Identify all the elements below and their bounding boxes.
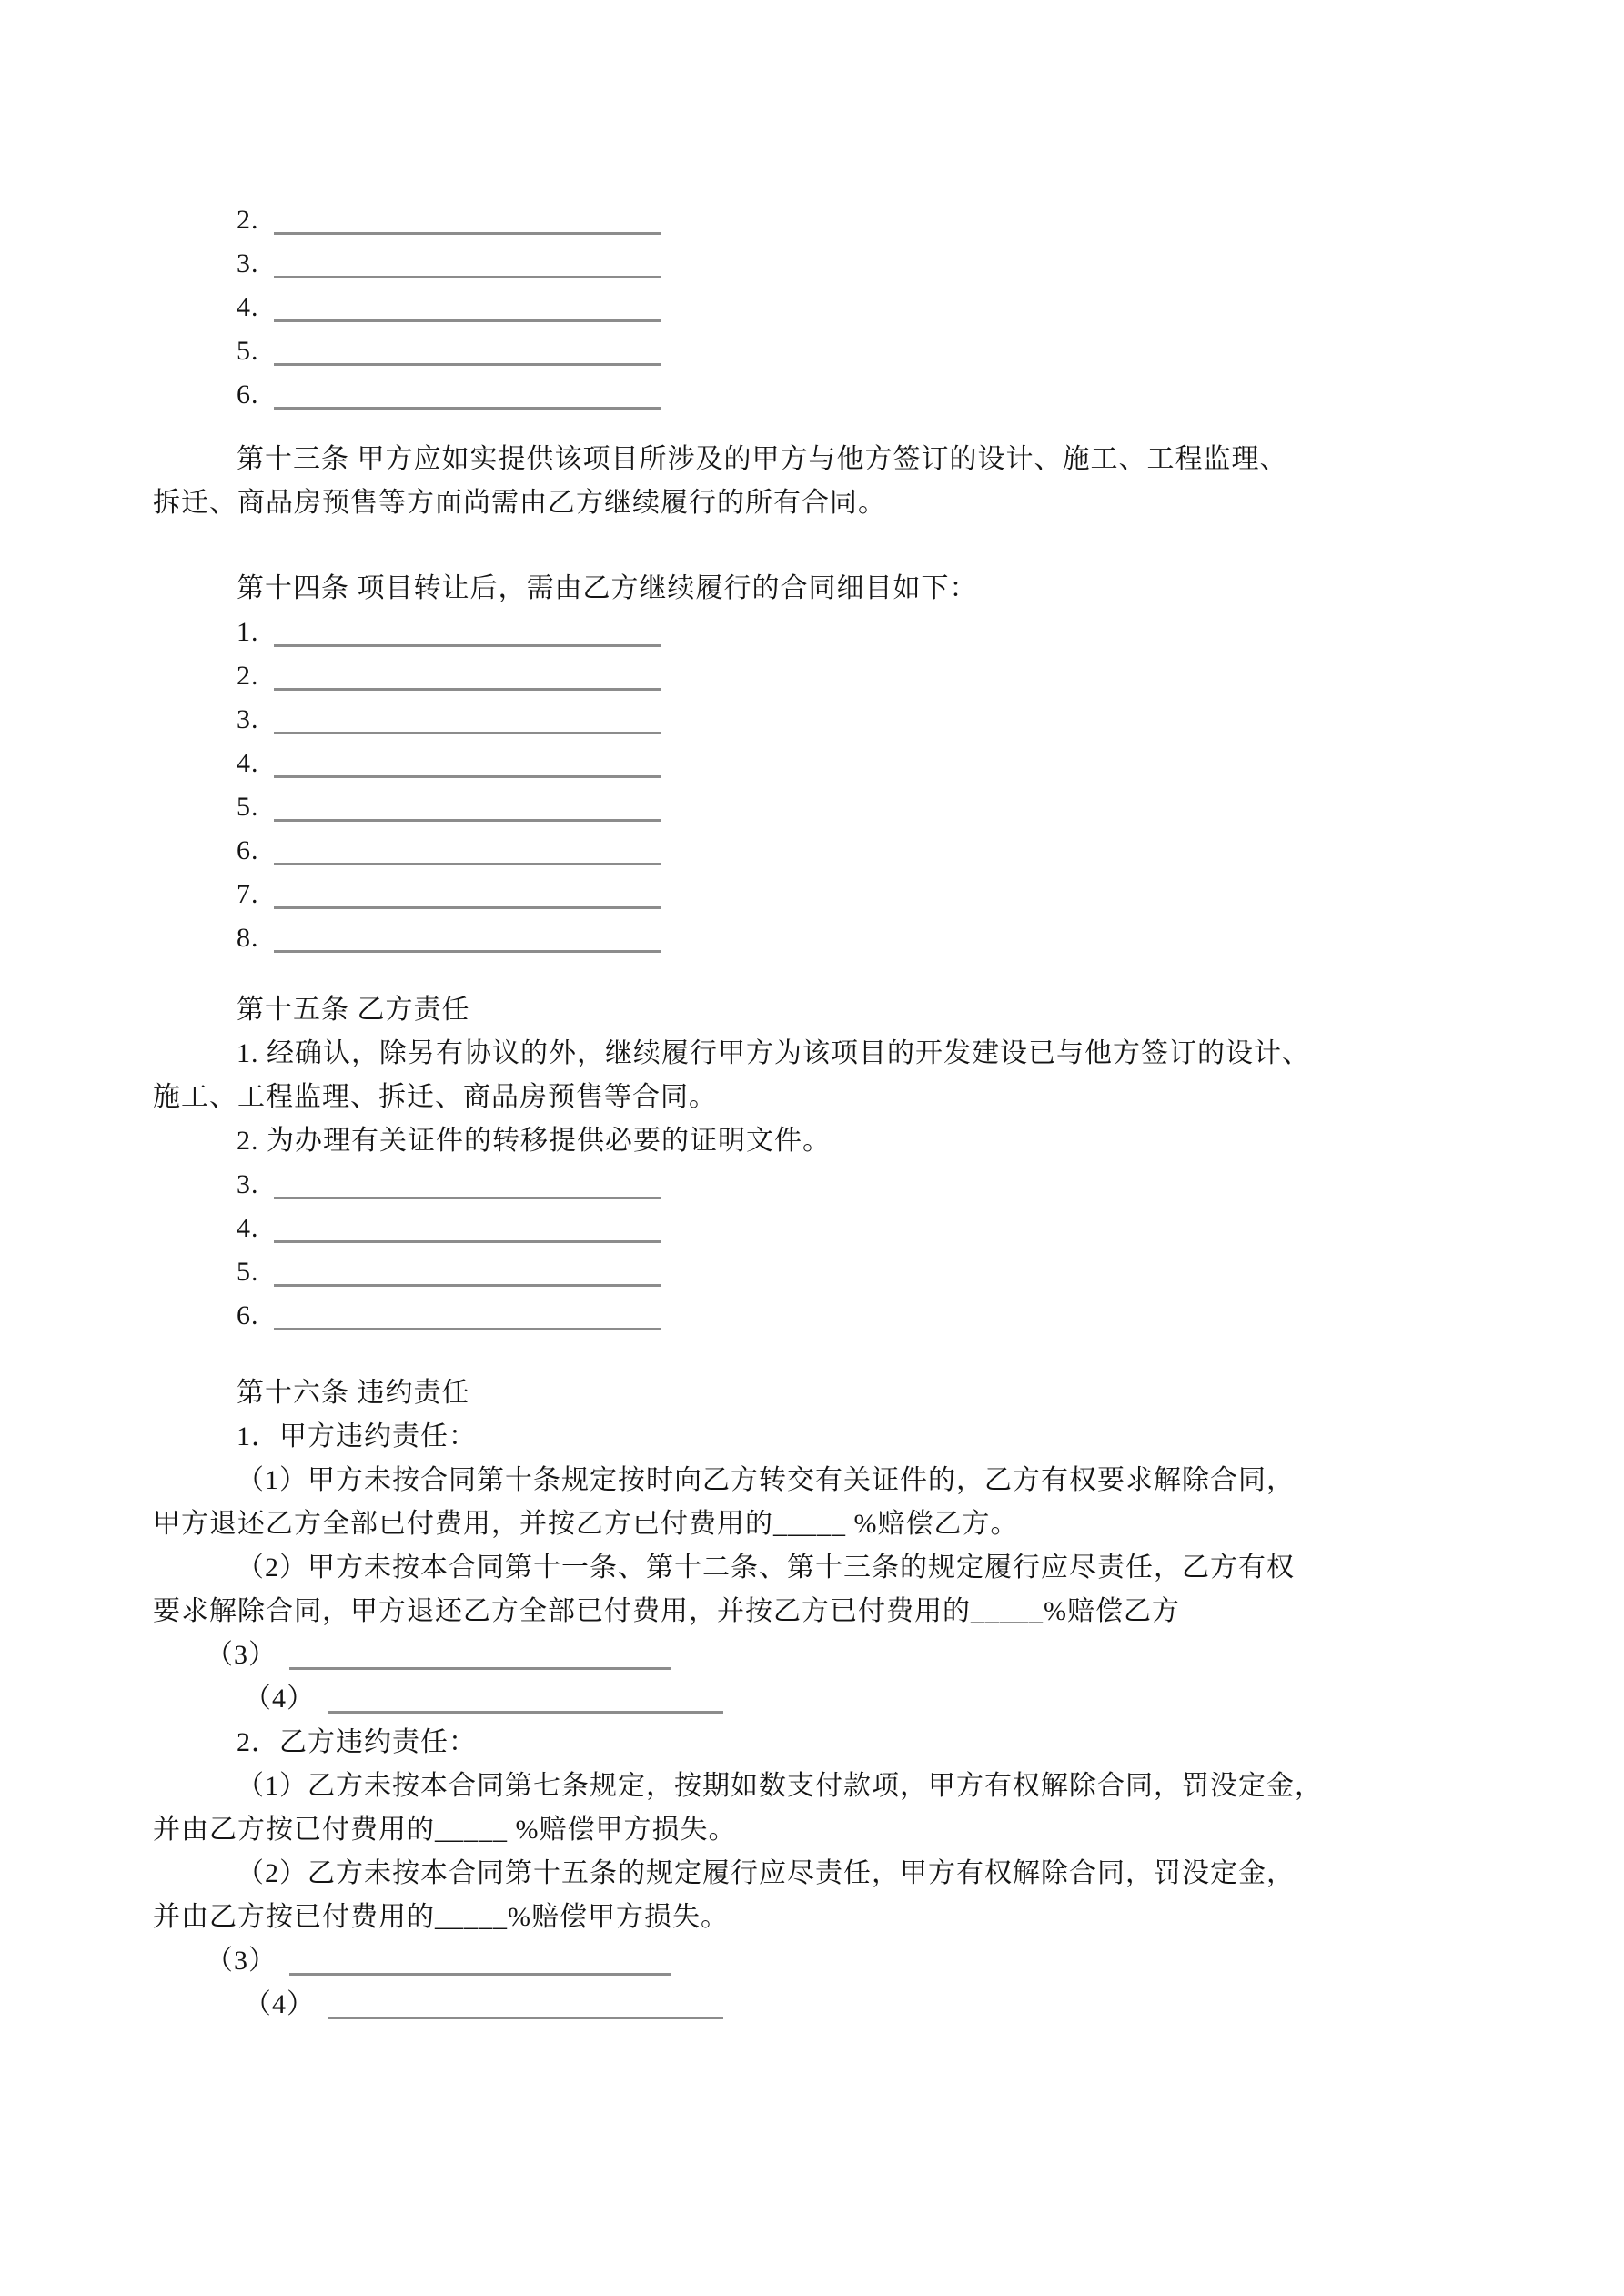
blank-underline <box>274 613 661 647</box>
item-number: 3. <box>237 248 259 278</box>
article-13-line-2: 拆迁、商品房预售等方面尚需由乙方继续履行的所有合同。 <box>153 488 886 518</box>
article-15 <box>153 988 1499 1338</box>
article-13 <box>153 438 1499 525</box>
item-number: （4） <box>244 1989 315 2019</box>
article-15-blank-list <box>153 1163 1499 1338</box>
item-number: （4） <box>244 1684 315 1714</box>
blank-underline <box>274 288 661 322</box>
article-16-b-item-4-blank <box>153 1983 1499 2027</box>
blank-underline <box>274 919 661 953</box>
numbered-blank-line <box>153 829 1499 873</box>
item-number: 4. <box>237 1213 259 1243</box>
item-number: 4. <box>237 292 259 322</box>
article-16-b-item-2-line-1: （2）乙方未按本合同第十五条的规定履行应尽责任，甲方有权解除合同，罚没定金， <box>237 1858 1295 1888</box>
item-number: 6. <box>237 379 259 410</box>
numbered-blank-line <box>153 198 1499 242</box>
blank-underline <box>274 245 661 278</box>
item-number: 5. <box>237 336 259 366</box>
item-number: 6. <box>237 835 259 865</box>
article-16-b-item-3-blank <box>153 1939 1499 1983</box>
article-15-item-1-line-2: 施工、工程监理、拆迁、商品房预售等合同。 <box>153 1082 717 1112</box>
blank-underline <box>274 332 661 366</box>
numbered-blank-line <box>153 329 1499 373</box>
blank-underline <box>328 1986 723 2019</box>
article-16-a-item-3-blank <box>153 1633 1499 1677</box>
article-14-title: 第十四条 项目转让后，需由乙方继续履行的合同细目如下： <box>237 573 978 603</box>
blank-underline <box>274 832 661 865</box>
article-13-line-1: 第十三条 甲方应如实提供该项目所涉及的甲方与他方签订的设计、施工、工程监理、 <box>237 444 1288 474</box>
item-number: （3） <box>206 1640 277 1670</box>
blank-underline <box>289 1636 671 1670</box>
article-14-blank-list <box>153 611 1499 960</box>
article-16-a-item-1-line-2: 甲方退还乙方全部已付费用，并按乙方已付费用的_____ %赔偿乙方。 <box>153 1509 1019 1539</box>
article-16-b-item-2-line-2: 并由乙方按已付费用的_____%赔偿甲方损失。 <box>153 1902 729 1932</box>
numbered-blank-line <box>153 742 1499 785</box>
article-16-b-item-1-line-2: 并由乙方按已付费用的_____ %赔偿甲方损失。 <box>153 1815 737 1845</box>
item-number: 3. <box>237 704 259 734</box>
article-14 <box>153 567 1499 960</box>
item-number: 1. <box>237 617 259 647</box>
numbered-blank-line <box>153 654 1499 698</box>
item-number: 3. <box>237 1169 259 1199</box>
numbered-blank-line <box>153 373 1499 417</box>
numbered-blank-line <box>153 1294 1499 1338</box>
item-number: 2. <box>237 661 259 691</box>
numbered-blank-line <box>153 611 1499 654</box>
blank-underline <box>289 1942 671 1976</box>
article-16 <box>153 1371 1499 2027</box>
numbered-blank-line <box>153 1250 1499 1294</box>
item-number: 2. <box>237 205 259 235</box>
article-16-a-item-4-blank <box>153 1677 1499 1721</box>
blank-underline <box>274 1253 661 1287</box>
article-16-heading: 第十六条 违约责任 <box>237 1378 470 1408</box>
blank-underline <box>274 701 661 734</box>
item-number: 5. <box>237 1257 259 1287</box>
blank-underline <box>274 1166 661 1199</box>
item-number: （3） <box>206 1946 277 1976</box>
numbered-blank-line <box>153 242 1499 286</box>
item-number: 8. <box>237 923 259 953</box>
numbered-blank-line <box>153 1163 1499 1207</box>
numbered-blank-line <box>153 873 1499 916</box>
article-16-a-item-1-line-1: （1）甲方未按合同第十条规定按时向乙方转交有关证件的，乙方有权要求解除合同， <box>237 1465 1295 1495</box>
article-16-a-item-2-line-2: 要求解除合同，甲方退还乙方全部已付费用，并按乙方已付费用的_____%赔偿乙方 <box>153 1596 1180 1626</box>
blank-underline <box>274 1209 661 1243</box>
article-15-heading: 第十五条 乙方责任 <box>237 995 470 1025</box>
item-number: 7. <box>237 879 259 909</box>
numbered-blank-line <box>153 785 1499 829</box>
item-number: 6. <box>237 1300 259 1330</box>
article-16-b-item-1-line-1: （1）乙方未按本合同第七条规定，按期如数支付款项，甲方有权解除合同，罚没定金， <box>237 1771 1323 1801</box>
article-15-item-1-line-1: 1. 经确认，除另有协议的外，继续履行甲方为该项目的开发建设已与他方签订的设计、 <box>237 1038 1310 1068</box>
blank-underline <box>274 657 661 691</box>
numbered-blank-line <box>153 698 1499 742</box>
continuation-blank-list <box>153 198 1499 417</box>
blank-underline <box>274 201 661 235</box>
article-16-party-b-head: 2．乙方违约责任： <box>237 1727 477 1757</box>
blank-underline <box>328 1680 723 1714</box>
numbered-blank-line <box>153 286 1499 329</box>
item-number: 5. <box>237 792 259 822</box>
blank-underline <box>274 744 661 778</box>
item-number: 4. <box>237 748 259 778</box>
article-15-item-2: 2. 为办理有关证件的转移提供必要的证明文件。 <box>237 1126 831 1156</box>
article-16-a-item-2-line-1: （2）甲方未按本合同第十一条、第十二条、第十三条的规定履行应尽责任，乙方有权 <box>237 1553 1295 1583</box>
blank-underline <box>274 1297 661 1330</box>
blank-underline <box>274 875 661 909</box>
blank-underline <box>274 376 661 410</box>
numbered-blank-line <box>153 1207 1499 1250</box>
blank-underline <box>274 788 661 822</box>
article-16-party-a-head: 1．甲方违约责任： <box>237 1421 477 1451</box>
numbered-blank-line <box>153 916 1499 960</box>
